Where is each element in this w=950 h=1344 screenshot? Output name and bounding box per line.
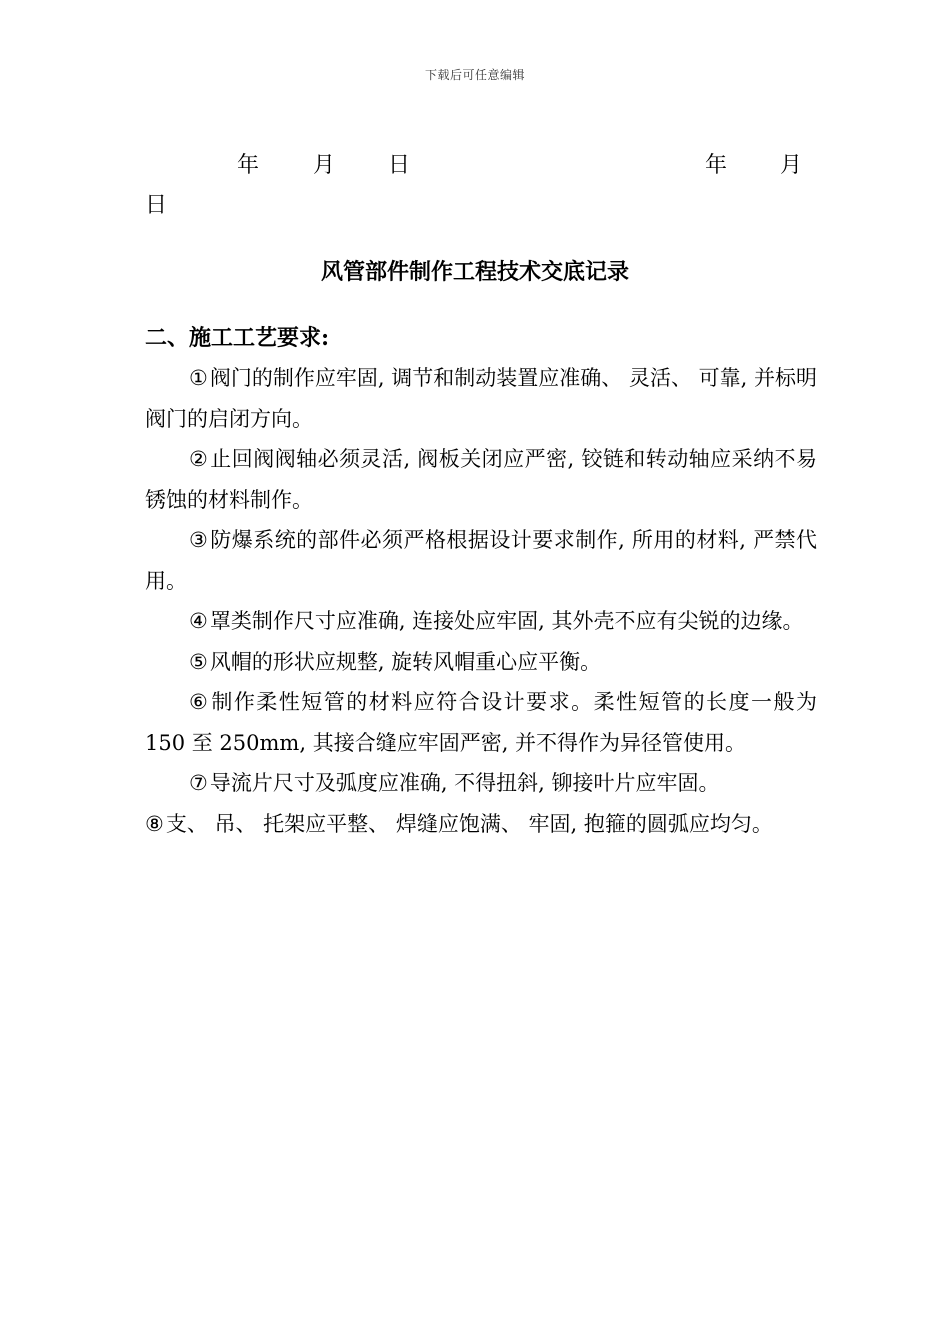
item-number: ②: [189, 447, 209, 471]
date-year-left: 年: [237, 153, 260, 178]
requirement-item-3: [145, 520, 817, 601]
date-day-right: 日: [145, 193, 168, 218]
date-year-right: 年: [705, 153, 728, 178]
requirement-item-7: [145, 763, 817, 804]
item-number: ③: [189, 528, 209, 552]
item-text: 支、 吊、 托架应平整、 焊缝应饱满、 牢固, 抱箍的圆弧应均匀。: [165, 811, 773, 836]
item-number: ⑥: [189, 690, 210, 714]
item-number: ①: [189, 366, 208, 390]
document-title: 风管部件制作工程技术交底记录: [320, 259, 629, 285]
item-text: 制作柔性短管的材料应符合设计要求。柔性短管的长度一般为 150 至 250mm, 其接合缝应牢固严密, 并不得作为异径管使用。: [145, 690, 818, 755]
requirement-item-6: [145, 682, 817, 763]
item-number: ⑧: [145, 811, 164, 836]
item-number: ⑦: [189, 771, 208, 795]
item-text: 风帽的形状应规整, 旋转风帽重心应平衡。: [209, 649, 602, 674]
section-heading: 二、施工工艺要求:: [145, 325, 330, 351]
date-month-right: 月: [780, 153, 803, 178]
item-text: 止回阀阀轴必须灵活, 阀板关闭应严密, 铰链和转动轴应采纳不易锈蚀的材料制作。: [145, 447, 817, 512]
requirement-item-2: [145, 439, 817, 520]
header-note: 下载后可任意编辑: [424, 68, 525, 82]
item-text: 防爆系统的部件必须严格根据设计要求制作, 所用的材料, 严禁代用。: [145, 528, 817, 593]
item-number: ④: [189, 609, 208, 633]
item-text: 阀门的制作应牢固, 调节和制动装置应准确、 灵活、 可靠, 并标明阀门的启闭方向。: [145, 366, 817, 431]
process-requirements-section: [145, 318, 817, 844]
requirement-item-1: [145, 358, 817, 439]
item-number: ⑤: [189, 649, 208, 674]
requirement-item-4: [145, 601, 817, 642]
date-month-left: 月: [313, 153, 336, 178]
item-text: 导流片尺寸及弧度应准确, 不得扭斜, 铆接叶片应牢固。: [209, 771, 720, 795]
requirement-item-8: [145, 804, 817, 845]
item-text: 罩类制作尺寸应准确, 连接处应牢固, 其外壳不应有尖锐的边缘。: [209, 609, 804, 633]
date-day-left: 日: [388, 153, 411, 178]
requirement-item-5: [145, 642, 817, 683]
